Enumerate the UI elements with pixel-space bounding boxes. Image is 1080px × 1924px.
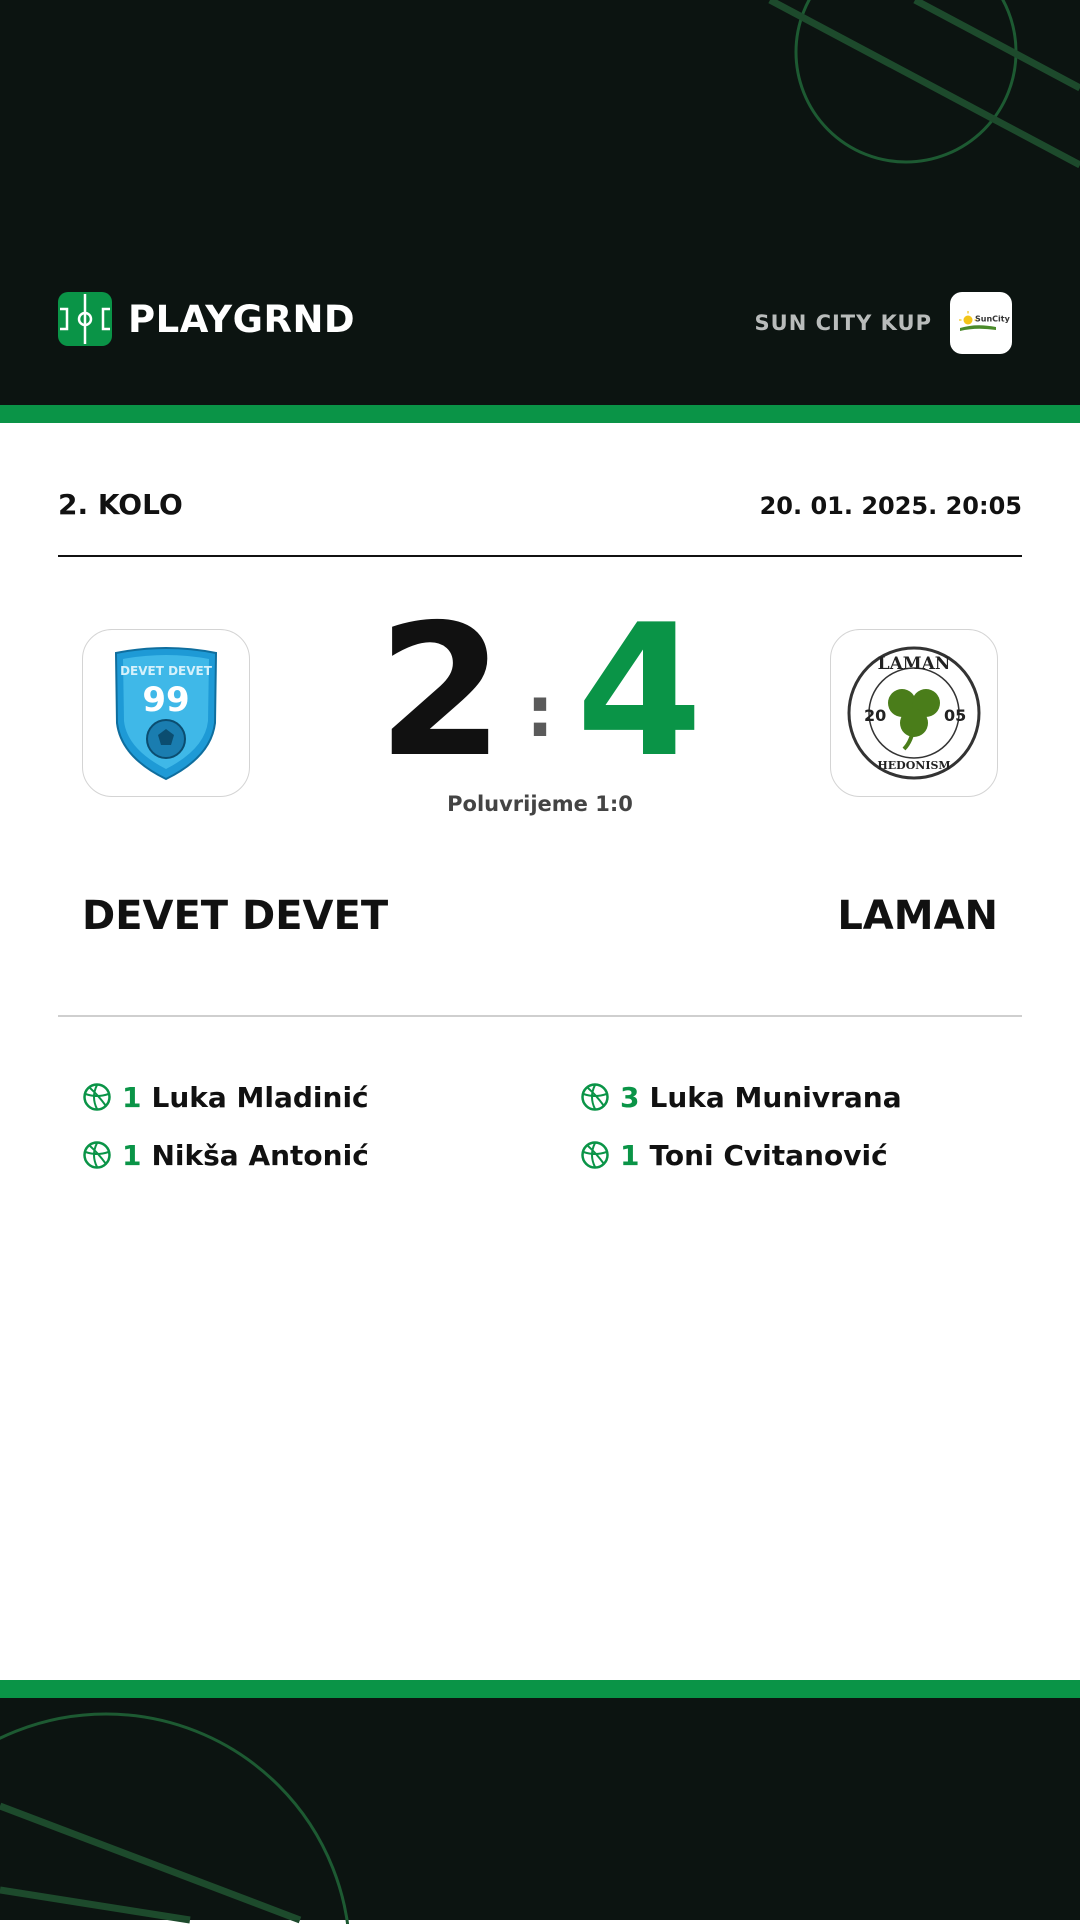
svg-text:HEDONISM: HEDONISM [877,759,951,772]
svg-text:20: 20 [864,706,887,725]
cup-info [755,292,1012,354]
cup-logo [950,292,1012,354]
brand-name: PLAYGRND [128,297,356,341]
ball-icon [580,1082,610,1112]
pitch-lines-decoration [0,1698,1080,1920]
accent-band-bottom [0,1680,1080,1698]
scorer-row [82,1126,502,1184]
home-scorers [82,1068,502,1184]
svg-text:05: 05 [944,706,967,725]
football-pitch-icon [58,292,112,346]
halftime-score: Poluvrijeme 1:0 [447,792,633,816]
scorer-goals: 1 [122,1138,142,1172]
ball-icon [580,1140,610,1170]
home-team-name: DEVET DEVET [82,893,389,939]
svg-text:LAMAN: LAMAN [877,654,951,674]
scorer-goals: 3 [620,1080,640,1114]
cup-name: SUN CITY KUP [754,311,932,335]
svg-text:99: 99 [142,680,190,720]
away-score: 4 [576,585,703,797]
scorer-name: Toni Cvitanović [649,1138,888,1172]
svg-text:SunCity: SunCity [975,314,1010,324]
scorer-goals: 1 [122,1080,142,1114]
svg-text:DEVET DEVET: DEVET DEVET [120,664,212,678]
divider [58,1015,1022,1017]
scorer-row [82,1068,502,1126]
scorer-name: Luka Munivrana [649,1080,902,1114]
suncity-logo-icon [956,308,1010,338]
round-label: 2. KOLO [58,488,183,521]
laman-crest-icon [846,645,982,781]
ball-icon [82,1082,112,1112]
home-score: 2 [377,585,504,797]
scorer-name: Luka Mladinić [151,1080,369,1114]
away-scorers [580,1068,1000,1184]
score-separator: : [526,671,554,753]
accent-band-top [0,405,1080,423]
footer-banner [0,1698,1080,1920]
match-datetime: 20. 01. 2025. 20:05 [759,492,1022,520]
scorer-row [580,1068,1000,1126]
divider [58,555,1022,557]
away-team-crest [830,629,998,797]
ball-icon [82,1140,112,1170]
scorer-row [580,1126,1000,1184]
scorer-name: Nikša Antonić [151,1138,369,1172]
brand [58,292,355,346]
away-team-name: LAMAN [837,893,998,939]
scorer-goals: 1 [620,1138,640,1172]
